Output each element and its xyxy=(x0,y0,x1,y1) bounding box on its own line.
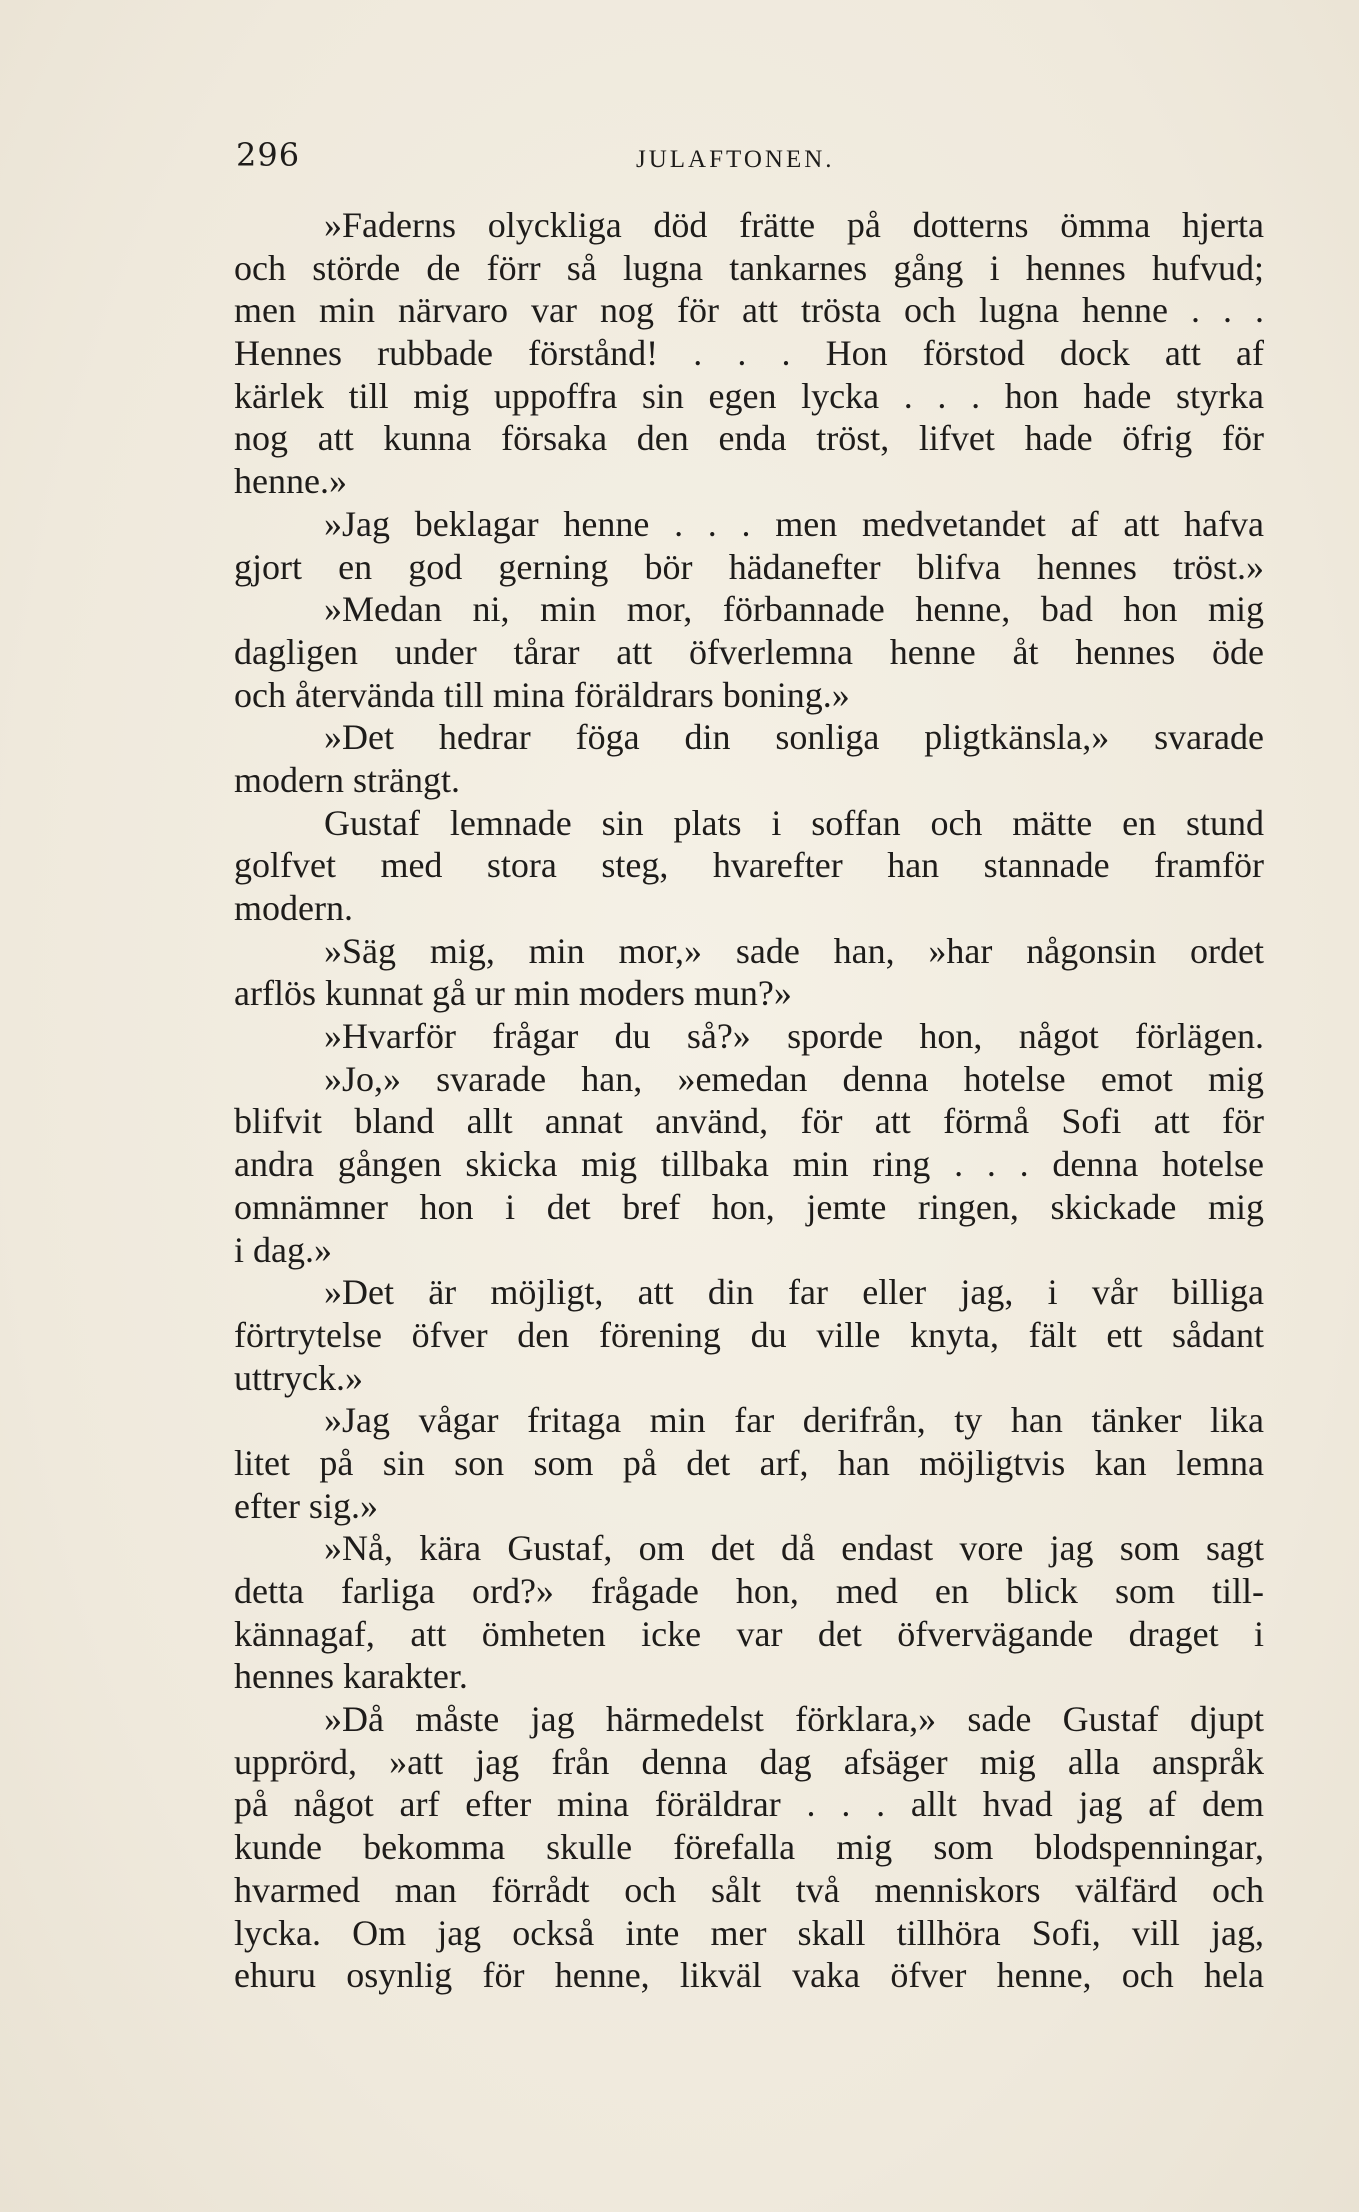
text-line: »Säg mig, min mor,» sade han, »har någonsin ordet xyxy=(324,930,1264,971)
text-line: »Nå, kära Gustaf, om det då endast vore jag som sagt xyxy=(324,1528,1264,1569)
text-line: »Då måste jag härmedelst förklara,» sade Gustaf djupt xyxy=(324,1699,1264,1740)
text-line: »Det hedrar föga din sonliga pligtkänsla,» svarade xyxy=(324,717,1264,758)
text-line: detta farliga ord?» frågade hon, med en blick som till- xyxy=(234,1571,1264,1611)
text-line: golfvet med stora steg, hvarefter han stannade framför xyxy=(234,845,1264,886)
text-line: modern. xyxy=(234,888,353,928)
text-line: modern strängt. xyxy=(234,759,460,800)
text-line: efter sig.» xyxy=(234,1485,378,1526)
text-line: och störde de förr så lugna tankarnes gång i hennes hufvud; xyxy=(234,247,1264,288)
text-line: »Faderns olyckliga död frätte på dotterns ömma hjerta xyxy=(324,205,1264,245)
text-line: litet på sin son som på det arf, han möjligtvis kan lemna xyxy=(234,1442,1264,1483)
text-line: »Jo,» svarade han, »emedan denna hotelse emot mig xyxy=(324,1058,1264,1099)
text-line: gjort en god gerning bör hädanefter blifva hennes tröst.» xyxy=(234,546,1264,587)
text-line: »Jag beklagar henne . . . men medvetandet af att hafva xyxy=(324,503,1264,544)
text-line: i dag.» xyxy=(234,1229,332,1270)
text-line: kunde bekomma skulle förefalla mig som blodspenningar, xyxy=(234,1827,1264,1868)
text-line: men min närvaro var nog för att trösta och lugna henne . . . xyxy=(234,290,1264,331)
text-line: »Jag vågar fritaga min far derifrån, ty han tänker lika xyxy=(324,1400,1264,1441)
text-line: kännagaf, att ömheten icke var det öfvervägande draget i xyxy=(234,1613,1264,1654)
text-line: henne.» xyxy=(234,461,347,502)
text-line: och återvända till mina föräldrars boning.» xyxy=(234,674,850,715)
text-line: Hennes rubbade förstånd! . . . Hon förstod dock att af xyxy=(234,333,1264,374)
text-line: lycka. Om jag också inte mer skall tillhöra Sofi, vill jag, xyxy=(234,1912,1264,1953)
text-line: uttryck.» xyxy=(234,1357,363,1398)
text-line: »Medan ni, min mor, förbannade henne, bad hon mig xyxy=(324,589,1264,630)
text-line: »Hvarför frågar du så?» sporde hon, något förlägen. xyxy=(324,1016,1264,1057)
text-line: på något arf efter mina föräldrar . . . allt hvad jag af dem xyxy=(234,1784,1264,1825)
text-line: Gustaf lemnade sin plats i soffan och mätte en stund xyxy=(324,802,1264,843)
text-line: förtrytelse öfver den förening du ville knyta, fält ett sådant xyxy=(234,1314,1264,1355)
text-line: andra gången skicka mig tillbaka min ring . . . denna hotelse xyxy=(234,1144,1264,1185)
text-line: nog att kunna försaka den enda tröst, lifvet hade öfrig för xyxy=(234,418,1264,459)
text-line: hvarmed man förrådt och sålt två menniskors välfärd och xyxy=(234,1869,1264,1910)
page-number: 296 xyxy=(236,136,301,174)
page-header xyxy=(236,135,1276,185)
running-head: JULAFTONEN. xyxy=(636,146,835,173)
text-line: kärlek till mig uppoffra sin egen lycka . . . hon hade styrka xyxy=(234,375,1264,416)
text-line: dagligen under tårar att öfverlemna henne åt hennes öde xyxy=(234,631,1264,672)
text-line: ehuru osynlig för henne, likväl vaka öfver henne, och hela xyxy=(234,1955,1264,1996)
text-line: omnämner hon i det bref hon, jemte ringen, skickade mig xyxy=(234,1186,1264,1227)
body-text xyxy=(234,204,1264,1997)
text-line: arflös kunnat gå ur min moders mun?» xyxy=(234,973,792,1014)
text-line: blifvit bland allt annat använd, för att förmå Sofi att för xyxy=(234,1101,1264,1142)
text-line: hennes karakter. xyxy=(234,1656,468,1697)
text-line: »Det är möjligt, att din far eller jag, i vår billiga xyxy=(324,1272,1264,1313)
text-line: upprörd, »att jag från denna dag afsäger mig alla anspråk xyxy=(234,1741,1264,1782)
